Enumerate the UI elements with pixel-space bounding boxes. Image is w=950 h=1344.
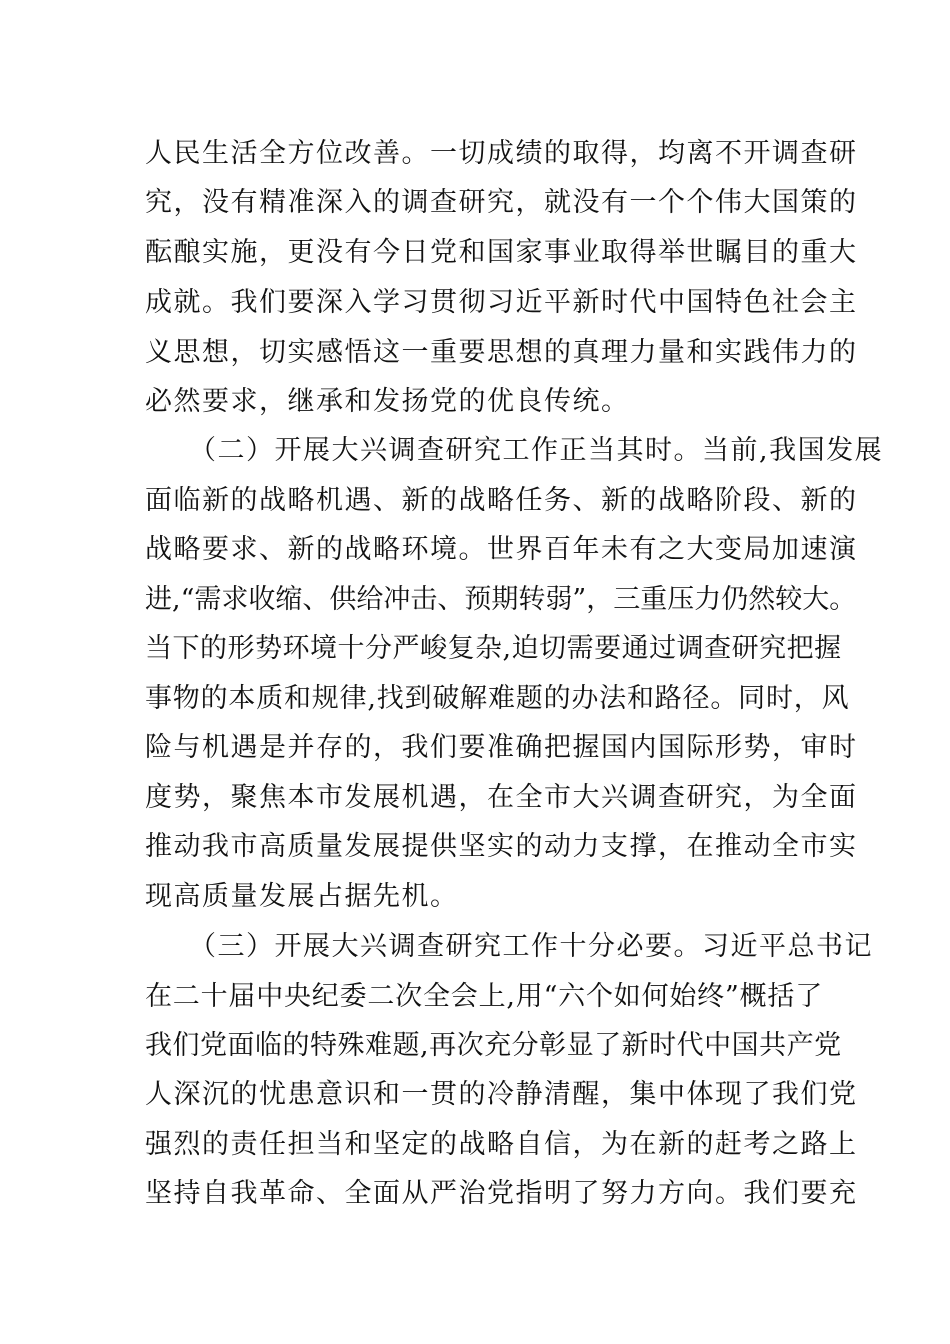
text-line: 现高质量发展占据先机。 [145, 881, 459, 912]
text-line: 面临新的战略机遇、新的战略任务、新的战略阶段、新的 [145, 485, 858, 516]
text-line: 酝酿实施，更没有今日党和国家事业取得举世瞩目的重大 [145, 237, 858, 268]
text-line: 人深沉的忧患意识和一贯的冷静清醒，集中体现了我们党 [145, 1079, 858, 1110]
text-line: 险与机遇是并存的，我们要准确把握国内国际形势，审时 [145, 732, 858, 763]
text-line: 战略要求、新的战略环境。世界百年未有之大变局加速演 [145, 534, 858, 565]
text-line: 我们党面临的特殊难题,再次充分彰显了新时代中国共产党 [145, 1030, 842, 1061]
text-line: 必然要求，继承和发扬党的优良传统。 [145, 386, 630, 417]
text-line: 成就。我们要深入学习贯彻习近平新时代中国特色社会主 [145, 287, 858, 318]
text-line: 进,“需求收缩、供给冲击、预期转弱”，三重压力仍然较大。 [145, 584, 857, 615]
text-line: 度势，聚焦本市发展机遇，在全市大兴调查研究，为全面 [145, 782, 858, 813]
text-line: 当下的形势环境十分严峻复杂,迫切需要通过调查研究把握 [145, 633, 842, 664]
text-line: 究，没有精准深入的调查研究，就没有一个个伟大国策的 [145, 187, 858, 218]
text-line: 在二十届中央纪委二次全会上,用“六个如何始终”概括了 [145, 981, 823, 1012]
text-line: 坚持自我革命、全面从严治党指明了努力方向。我们要充 [145, 1178, 858, 1209]
text-line: 人民生活全方位改善。一切成绩的取得，均离不开调查研 [145, 138, 858, 169]
text-line: 义思想，切实感悟这一重要思想的真理力量和实践伟力的 [145, 337, 858, 368]
text-line: 推动我市高质量发展提供坚实的动力支撑，在推动全市实 [145, 831, 858, 862]
text-line: （三）开展大兴调查研究工作十分必要。习近平总书记 [189, 931, 873, 962]
text-line: 强烈的责任担当和坚定的战略自信，为在新的赶考之路上 [145, 1129, 858, 1160]
text-line: （二）开展大兴调查研究工作正当其时。当前,我国发展 [189, 435, 884, 466]
text-line: 事物的本质和规律,找到破解难题的办法和路径。同时，风 [145, 683, 850, 714]
